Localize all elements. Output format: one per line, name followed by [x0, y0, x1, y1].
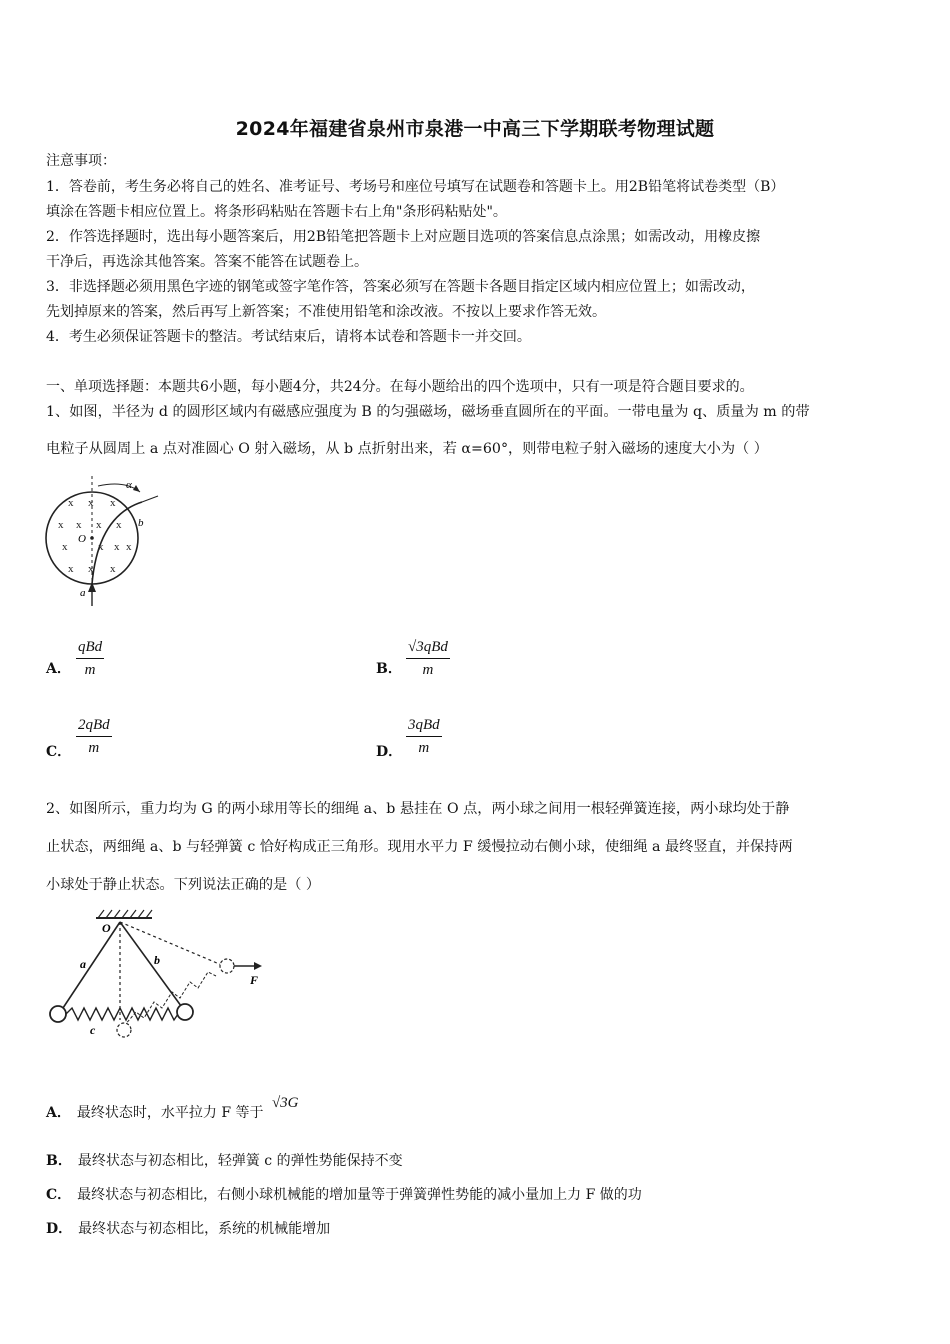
notice-line-7: 4．考生必须保证答题卡的整洁。考试结束后，请将本试卷和答题卡一并交回。 [46, 329, 531, 345]
q2-option-a-text: 最终状态时，水平拉力 F 等于 [76, 1105, 264, 1121]
q2-option-c-label: C． [46, 1187, 72, 1203]
notice-heading: 注意事项： [46, 153, 116, 169]
q1-option-b-numerator: √3qBd [406, 636, 450, 659]
q1-option-d-formula [406, 714, 442, 759]
q1-option-c-formula [76, 714, 112, 759]
q2-option-b-label: B． [46, 1153, 72, 1169]
q2-option-c-text: 最终状态与初态相比，右侧小球机械能的增加量等于弹簧弹性势能的减小量加上力 F 做的功 [77, 1187, 642, 1203]
q1-option-a-numerator: qBd [76, 636, 104, 659]
field-x: x [88, 563, 94, 575]
q1-label-alpha: α [126, 479, 132, 491]
field-x: x [98, 541, 104, 553]
notice-line-5: 3．非选择题必须用黑色字迹的钢笔或签字笔作答，答案必须写在答题卡各题目指定区域内相应位置上；如需改动， [46, 279, 755, 295]
q1-option-b-denominator: m [422, 662, 434, 678]
field-x: x [68, 563, 74, 575]
notice-line-4: 干净后，再选涂其他答案。答案不能答在试题卷上。 [46, 254, 368, 270]
q2-option-b-text: 最终状态与初态相比，轻弹簧 c 的弹性势能保持不变 [77, 1153, 403, 1169]
q1-option-d-numerator: 3qBd [406, 714, 442, 737]
q2-label-a: a [80, 957, 86, 971]
q2-label-b: b [154, 953, 160, 967]
q1-option-c-label: C． [46, 744, 72, 760]
q1-option-d-label: D． [376, 744, 403, 760]
q1-label-b: b [138, 517, 144, 529]
q2-stem-line-3: 小球处于静止状态。下列说法正确的是（ ） [46, 877, 321, 893]
q2-option-d-label: D． [46, 1221, 73, 1237]
q1-option-d-denominator: m [418, 740, 430, 756]
page-title: 2024年福建省泉州市泉港一中高三下学期联考物理试题 [235, 118, 715, 140]
field-x: x [88, 497, 94, 509]
field-x: x [110, 497, 116, 509]
q2-option-a [46, 1095, 299, 1122]
q1-label-O: O [78, 533, 86, 545]
q1-option-c-numerator: 2qBd [76, 714, 112, 737]
field-x: x [76, 519, 82, 531]
field-x: x [68, 497, 74, 509]
q1-magnetic-field-figure [40, 476, 170, 611]
q2-spring-balls-figure [44, 908, 274, 1058]
q1-option-c-denominator: m [88, 740, 100, 756]
q1-option-b-formula [406, 636, 450, 681]
field-x: x [114, 541, 120, 553]
q1-option-a-label: A． [46, 661, 71, 677]
q1-stem-line-1: 1、如图，半径为 d 的圆形区域内有磁感应强度为 B 的匀强磁场，磁场垂直圆所在的平面。一带电量为 q、质量为 m 的带 [46, 404, 810, 420]
q2-label-c: c [90, 1023, 96, 1037]
field-x: x [116, 519, 122, 531]
notice-line-2: 填涂在答题卡相应位置上。将条形码粘贴在答题卡右上角"条形码粘贴处"。 [46, 204, 507, 220]
q2-label-O: O [102, 921, 111, 935]
q2-option-d-text: 最终状态与初态相比，系统的机械能增加 [78, 1221, 331, 1237]
q2-option-d [46, 1218, 330, 1238]
field-x: x [96, 519, 102, 531]
q1-option-b-label: B． [376, 661, 402, 677]
q2-option-a-label: A． [46, 1105, 71, 1121]
q2-option-b [46, 1150, 403, 1170]
field-x: x [126, 541, 132, 553]
field-x: x [110, 563, 116, 575]
notice-line-1: 1．答卷前，考生务必将自己的姓名、准考证号、考场号和座位号填写在试题卷和答题卡上。用2B铅笔将试卷类型（B） [46, 179, 785, 195]
q2-stem-line-2: 止状态，两细绳 a、b 与轻弹簧 c 恰好构成正三角形。现用水平力 F 缓慢拉动右侧小球，使细绳 a 最终竖直，并保持两 [46, 839, 793, 855]
q2-option-c [46, 1184, 642, 1204]
q2-label-F: F [250, 973, 259, 987]
notice-line-6: 先划掉原来的答案，然后再写上新答案；不准使用铅笔和涂改液。不按以上要求作答无效。 [46, 304, 606, 320]
q2-stem-line-1: 2、如图所示，重力均为 G 的两小球用等长的细绳 a、b 悬挂在 O 点，两小球之间用一根轻弹簧连接，两小球均处于静 [46, 801, 790, 817]
q2-option-a-formula: √3G [271, 1095, 299, 1111]
q1-label-a: a [80, 587, 86, 599]
section-heading: 一、单项选择题：本题共6小题，每小题4分，共24分。在每小题给出的四个选项中，只有一项是符合题目要求的。 [46, 379, 754, 395]
field-x: x [62, 541, 68, 553]
q1-option-a-denominator: m [84, 662, 96, 678]
field-x: x [58, 519, 64, 531]
q1-option-a-formula [76, 636, 104, 681]
notice-line-3: 2．作答选择题时，选出每小题答案后，用2B铅笔把答题卡上对应题目选项的答案信息点涂黑；如需改动，用橡皮擦 [46, 229, 761, 245]
q1-stem-line-2: 电粒子从圆周上 a 点对准圆心 O 射入磁场，从 b 点折射出来，若 α=60°，则带电粒子射入磁场的速度大小为（ ） [46, 441, 768, 457]
